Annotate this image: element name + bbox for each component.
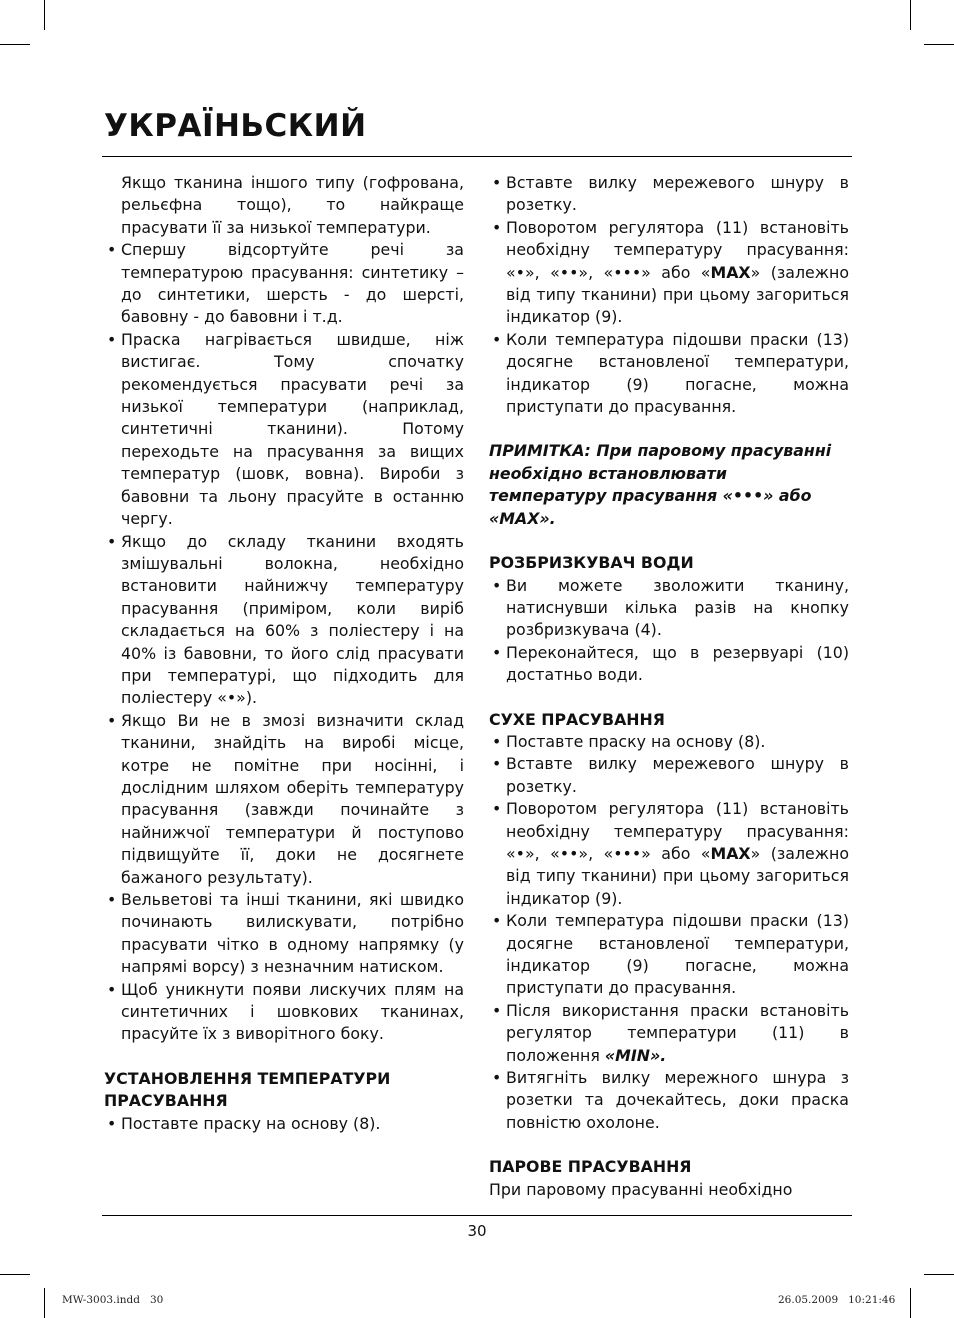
list-item: • Коли температура підошви праски (13) досягне встановленої температури, індикатор (9) погасне, можна приступати до прасування. xyxy=(489,910,849,1000)
list-item: • Вельветові та інші тканини, які швидко починають вилискувати, потрібно прасувати чітко в одному напрямку (у напрямі ворсу) з незначним натиском. xyxy=(104,889,464,979)
slug-file: MW-3003.indd 30 xyxy=(62,1294,164,1306)
crop-mark xyxy=(44,1288,45,1318)
footer-rule xyxy=(102,1215,852,1216)
page-title: УКРАЇНЬСКИЙ xyxy=(104,108,367,144)
crop-mark xyxy=(910,1288,911,1318)
list-item: • Витягніть вилку мережного шнура з розетки та дочекайтесь, доки праска повністю охолоне. xyxy=(489,1067,849,1134)
section-heading: СУХЕ ПРАСУВАННЯ xyxy=(489,709,665,729)
list-item: • Якщо Ви не в змозі визначити склад тканини, знайдіть на виробі місце, котре не помітне при носінні, і дослідним шляхом оберіть температуру прасування (завжди починайте з найнижчої температури й поступово підвищуйте її, доки не досягнете бажаного результату). xyxy=(104,710,464,889)
list-item: • Коли температура підошви праски (13) досягне встановленої температури, індикатор (9) погасне, можна приступати до прасування. xyxy=(489,329,849,419)
header-rule xyxy=(102,156,852,157)
list-item: • Поворотом регулятора (11) встановіть необхідну температуру прасування: «•», «••», «•••» або «MAX» (залежно від типу тканини) при цьому загориться індикатор (9). xyxy=(489,217,849,329)
list-item: • Вставте вилку мережевого шнуру в розетку. xyxy=(489,753,849,798)
section-heading: РОЗБРИЗКУВАЧ ВОДИ xyxy=(489,553,694,573)
list-item: • Поставте праску на основу (8). xyxy=(104,1113,464,1135)
crop-mark xyxy=(44,0,45,30)
page-number: 30 xyxy=(467,1222,487,1240)
crop-mark xyxy=(910,0,911,30)
section-heading: УСТАНОВЛЕННЯ ТЕМПЕРАТУРИ ПРАСУВАННЯ xyxy=(104,1068,391,1111)
crop-mark xyxy=(0,44,30,45)
list-item: • Поставте праску на основу (8). xyxy=(489,731,849,753)
list-item: • Якщо до складу тканини входять змішувальні волокна, необхідно встановити найнижчу температуру прасування (приміром, коли виріб складається на 60% з поліестеру і на 40% із бавовни, то його слід прасувати при температурі, що підходить для поліестеру «•»). xyxy=(104,531,464,710)
list-item: • Праска нагрівається швидше, ніж вистигає. Тому спочатку рекомендується прасувати речі за низької температури (наприклад, синтетичні тканини). Потому переходьте на прасування за вищих температур (шовк, вовна). Вироби з бавовни та льону прасуйте в останню чергу. xyxy=(104,329,464,531)
list-item: • Вставте вилку мережевого шнуру в розетку. xyxy=(489,172,849,217)
crop-mark xyxy=(924,44,954,45)
left-column xyxy=(104,172,464,1135)
body-text: При паровому прасуванні необхідно xyxy=(489,1179,793,1199)
crop-mark xyxy=(924,1274,954,1275)
right-column xyxy=(489,172,849,1201)
list-item: • Щоб уникнути появи лискучих плям на синтетичних і шовкових тканинах, прасуйте їх з виворітного боку. xyxy=(104,979,464,1046)
section-heading: ПАРОВЕ ПРАСУВАННЯ xyxy=(489,1157,692,1177)
intro-paragraph: Якщо тканина іншого типу (гофрована, рельєфна тощо), то найкраще прасувати її за низької температури. xyxy=(121,173,464,237)
list-item: • Переконайтеся, що в резервуарі (10) достатньо води. xyxy=(489,642,849,687)
crop-mark xyxy=(0,1274,30,1275)
note: ПРИМІТКА: При паровому прасуванні необхідно встановлювати температуру прасування «•••» або «MAX». xyxy=(489,441,832,528)
list-item: • Спершу відсортуйте речі за температурою прасування: синтетику – до синтетики, шерсть - до шерсті, бавовну - до бавовни і т.д. xyxy=(104,239,464,329)
list-item: • Після використання праски встановіть регулятор температури (11) в положення «MIN». xyxy=(489,1000,849,1067)
list-item: • Поворотом регулятора (11) встановіть необхідну температуру прасування: «•», «••», «•••» або «MAX» (залежно від типу тканини) при цьому загориться індикатор (9). xyxy=(489,798,849,910)
slug-date: 26.05.2009 10:21:46 xyxy=(778,1294,896,1306)
list-item: • Ви можете зволожити тканину, натиснувши кілька разів на кнопку розбризкувача (4). xyxy=(489,575,849,642)
